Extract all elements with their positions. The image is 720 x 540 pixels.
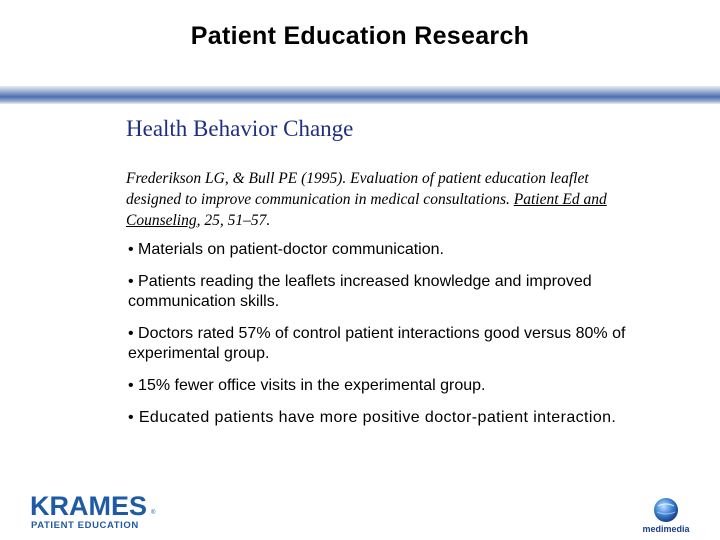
citation-authors: Frederikson LG, & Bull PE (1995). Evaluation of patient education leaflet designed to improve communication in medical consultations. — [126, 170, 589, 208]
bullet-item: • Materials on patient-doctor communication. — [128, 241, 444, 258]
medimedia-globe-icon — [636, 494, 696, 526]
citation — [126, 168, 646, 231]
slide-subtitle: Health Behavior Change — [126, 116, 354, 141]
citation-journal: Patient Ed and Counseling — [126, 191, 607, 229]
bullet-item: • Doctors rated 57% of control patient interactions good versus 80% of experimental group. — [128, 325, 626, 362]
krames-logo-subtitle: PATIENT EDUCATION — [31, 520, 139, 531]
bullet-item: • Educated patients have more positive doctor-patient interaction. — [128, 409, 617, 426]
slide-title: Patient Education Research — [190, 22, 530, 50]
citation-tail: , 25, 51–57. — [196, 212, 271, 229]
medimedia-logo — [636, 494, 696, 534]
bullet-item: • Patients reading the leaflets increased knowledge and improved communication skills. — [128, 273, 592, 310]
bullet-list — [128, 240, 668, 440]
krames-registered-mark: ® — [151, 510, 156, 516]
medimedia-logo-word: medimedia — [642, 524, 690, 534]
bullet-item: • 15% fewer office visits in the experimental group. — [128, 377, 486, 394]
title-divider-bar — [0, 86, 720, 104]
krames-logo — [30, 492, 158, 532]
krames-logo-word: KRAMES — [30, 491, 148, 521]
